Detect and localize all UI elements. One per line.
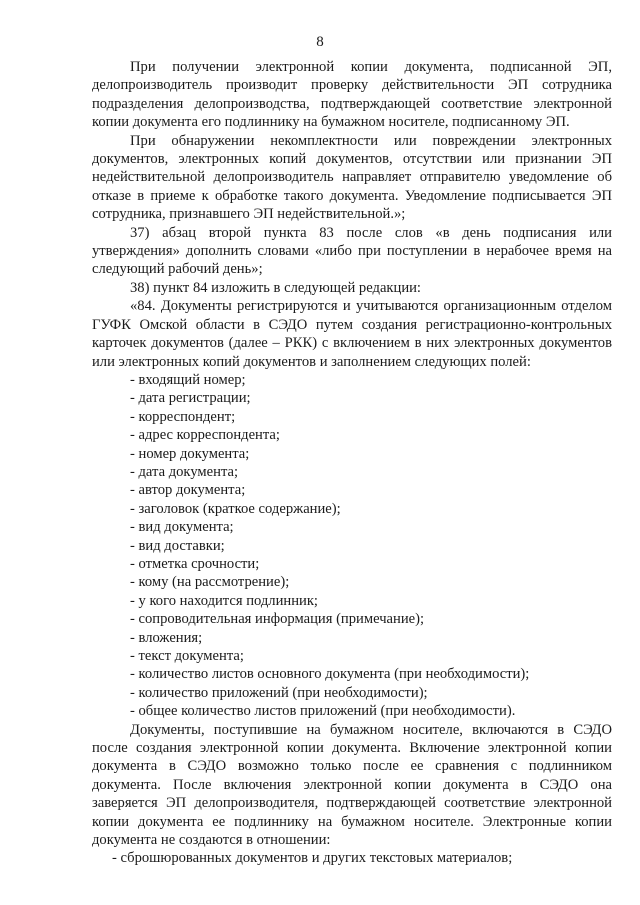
list-item: - корреспондент; [130,408,236,425]
list-item: - количество листов основного документа (при необходимости); [130,666,530,683]
list-item: - вид документа; [130,519,234,536]
paragraph-amendment-38: 38) пункт 84 изложить в следующей редакции: [130,279,421,296]
list-item: - текст документа; [130,648,244,664]
list-item: - количество приложений (при необходимости); [130,684,428,701]
list-item: - автор документа; [130,482,246,499]
page-number: 8 [316,34,324,50]
list-item: - отметка срочности; [130,555,260,572]
list-item: - сброшюрованных документов и других текстовых материалов; [112,850,513,867]
list-item: - вложения; [130,629,203,646]
list-item: - сопроводительная информация (примечание); [130,611,425,628]
list-item: - кому (на рассмотрение); [130,574,290,591]
document-body [92,58,612,868]
paragraph-paper-documents: Документы, поступившие на бумажном носителе, включаются в СЭДО после создания электронной копии документа. Включение электронной копии документа в СЭДО возможно только после ее сравнения с подлинником документа. После включения электронной копии документа в СЭДО она заверяется ЭП делопроизводителя, подтверждающей соответствие электронной копии документа ее подлиннику на бумажном носителе. Электронные копии документа не создаются в отношении: [92,721,612,849]
registration-fields-list [92,371,612,721]
list-item: - общее количество листов приложений (при необходимости). [130,703,516,720]
list-item: - дата документа; [130,463,239,480]
paragraph-item-84: «84. Документы регистрируются и учитываются организационным отделом ГУФК Омской области в СЭДО путем создания регистрационно-контрольных карточек документов (далее – РКК) с включением в них электронных документов или электронных копий документов и заполнением следующих полей: [92,298,612,370]
paragraph-amendment-37: 37) абзац второй пункта 83 после слов «в день подписания или утверждения» дополнить словами «либо при поступлении в нерабочее время на следующий рабочий день»; [92,224,612,278]
list-item: - входящий номер; [130,371,246,388]
paragraph-incompleteness-notice: При обнаружении некомплектности или повреждении электронных документов, электронных копий документов, отсутствии или признании ЭП недействительной делопроизводитель направляет отправителю уведомление об отказе в приеме к обработке такого документа. Уведомление подписывается ЭП сотрудника, признавшего ЭП недействительной.»; [92,132,612,223]
list-item: - заголовок (краткое содержание); [130,500,341,517]
list-item: - дата регистрации; [130,390,251,407]
list-item: - у кого находится подлинник; [130,592,318,609]
paragraph-ep-verification: При получении электронной копии документа, подписанной ЭП, делопроизводитель производит проверку действительности ЭП сотрудника подразделения делопроизводства, подтверждающей соответствие электронной копии документа его подлиннику на бумажном носителе, подписанному ЭП. [92,59,612,131]
exceptions-list [92,849,612,867]
list-item: - вид доставки; [130,537,225,554]
list-item: - адрес корреспондента; [130,427,280,444]
list-item: - номер документа; [130,445,250,462]
